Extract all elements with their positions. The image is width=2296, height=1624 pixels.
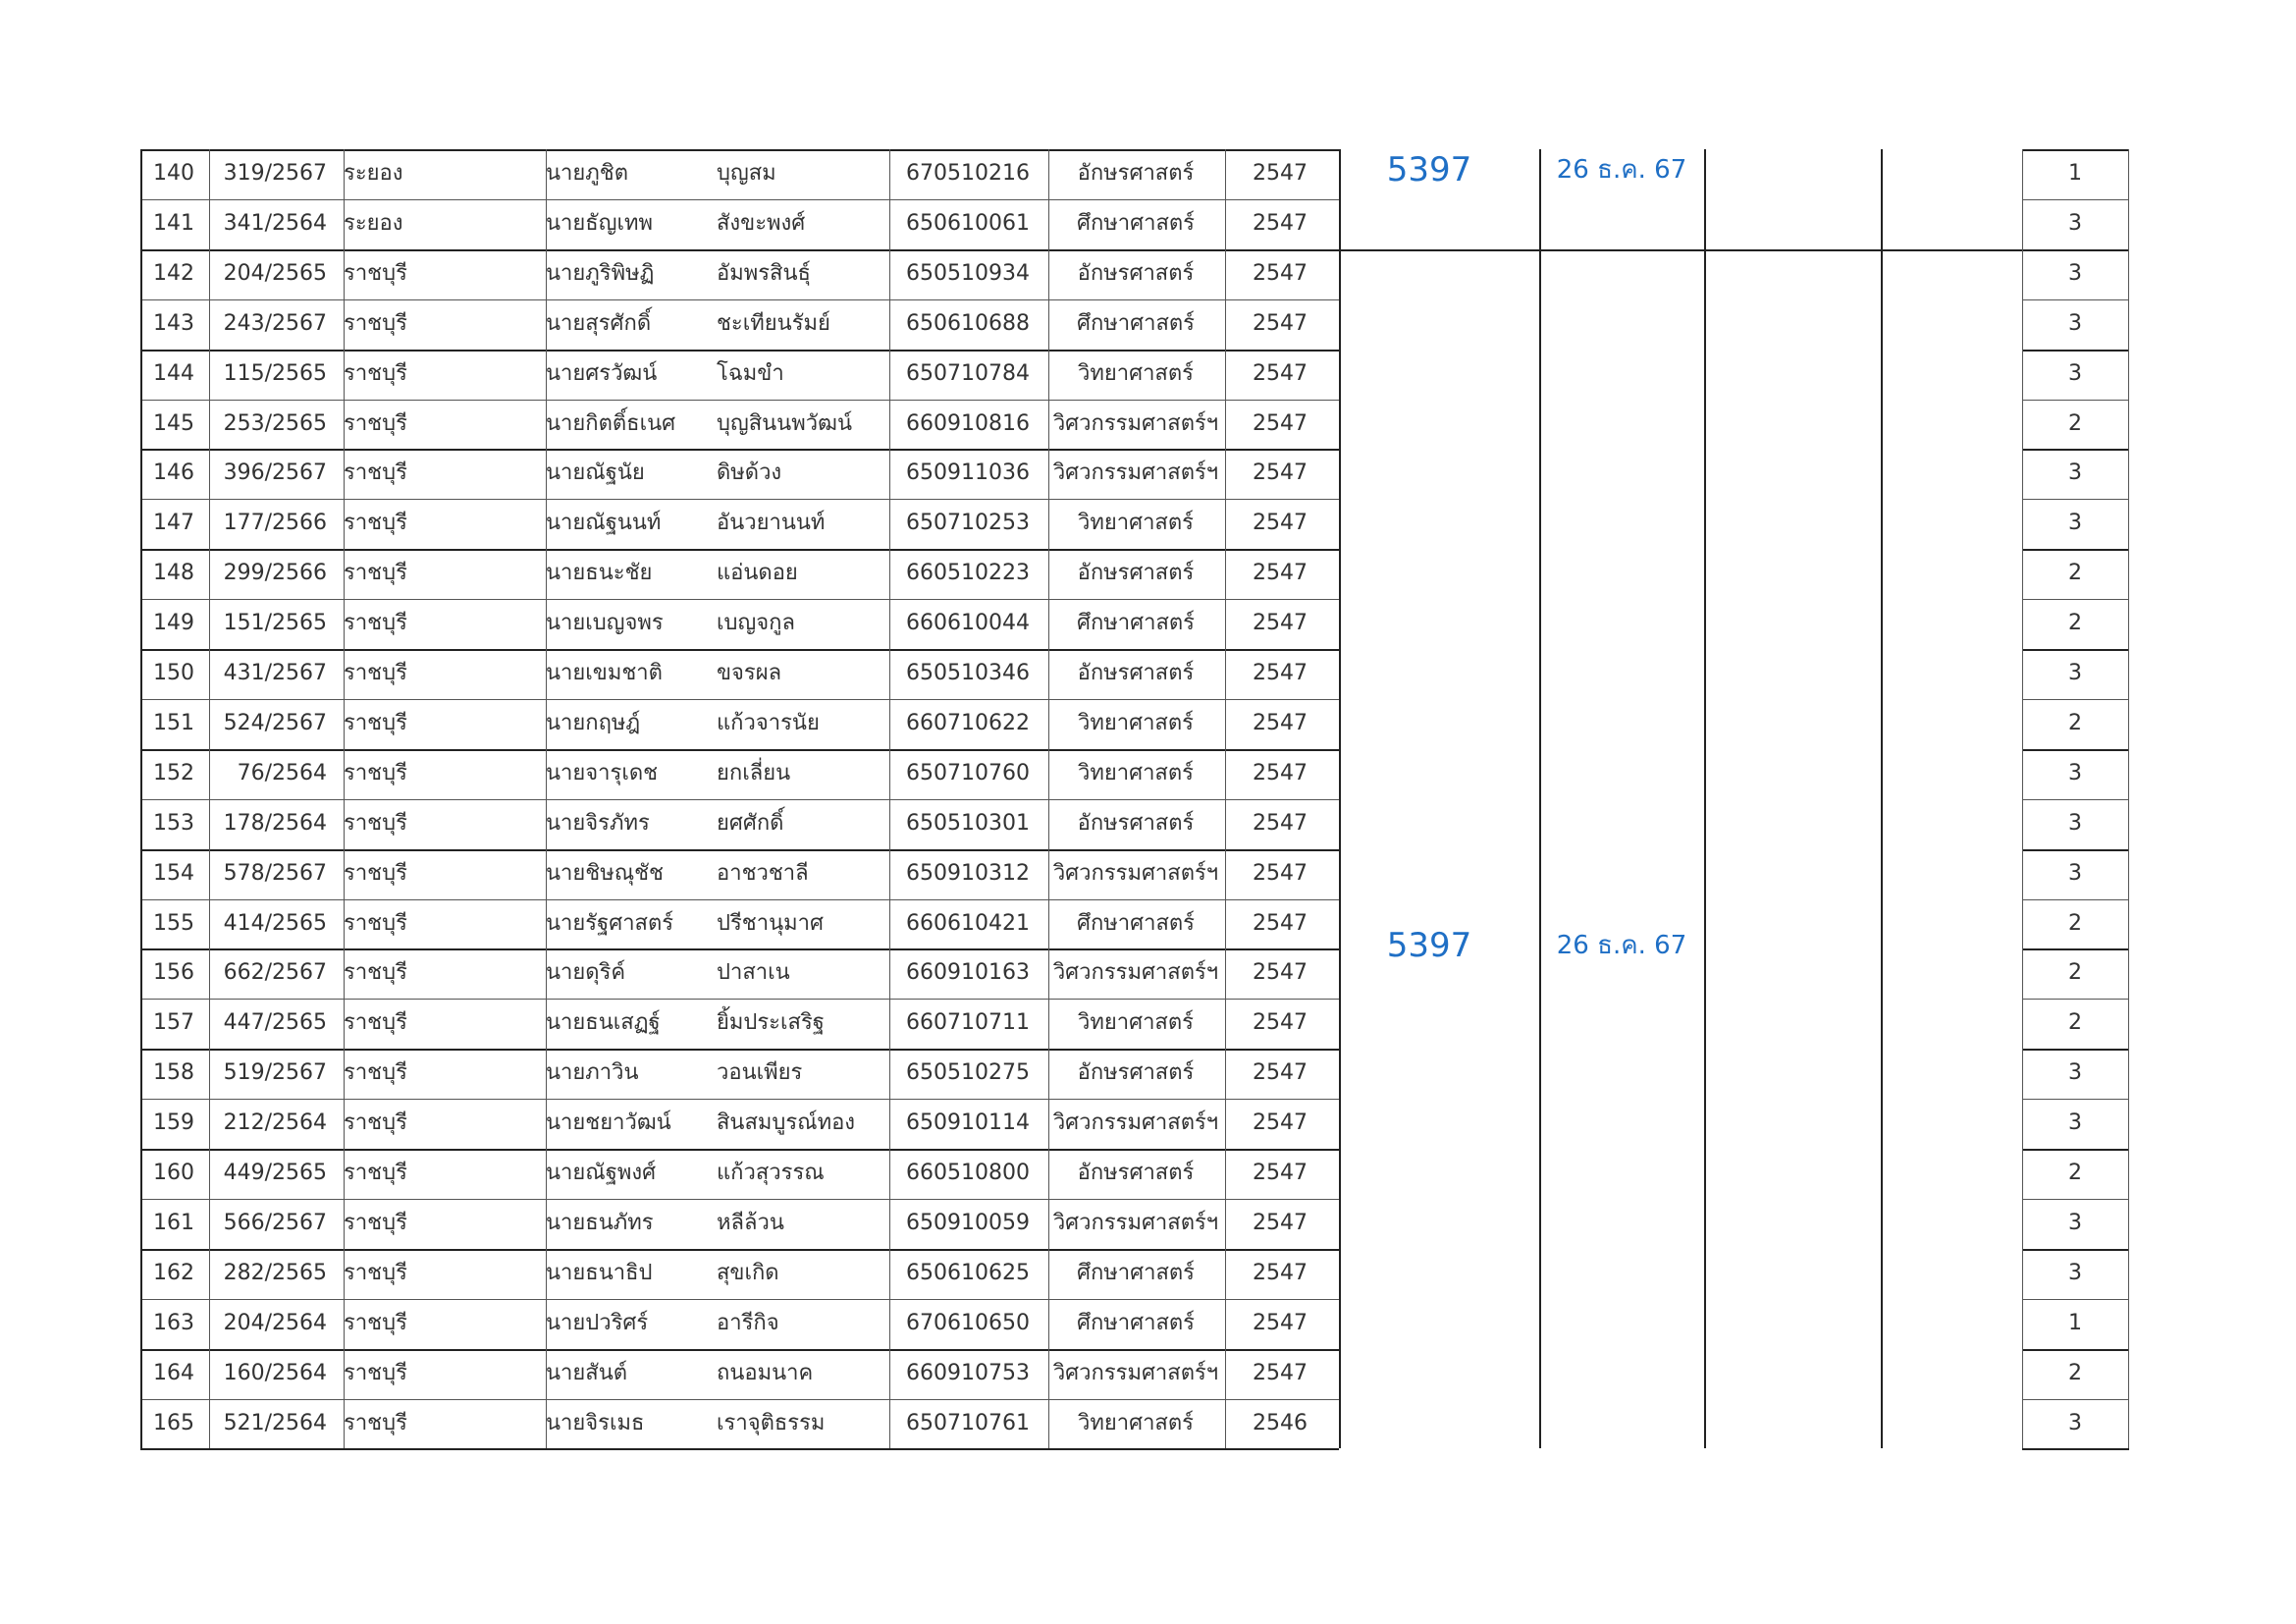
cell-last: ขจรผล xyxy=(717,661,782,685)
cell-id: 660910816 xyxy=(906,410,1030,436)
cell-id: 660910163 xyxy=(906,960,1030,986)
cell-id: 650610625 xyxy=(906,1260,1030,1285)
cell-no: 146 xyxy=(153,460,194,486)
cell-first: นายธนาธิป xyxy=(546,1260,653,1285)
cell-faculty: วิทยาศาสตร์ xyxy=(1078,710,1194,735)
cell-year: 2547 xyxy=(1253,1110,1308,1136)
cell-no: 156 xyxy=(153,960,194,986)
group-1-code: 5397 xyxy=(1386,150,1472,189)
cell-ref: 151/2565 xyxy=(223,611,327,636)
cell-ref: 431/2567 xyxy=(223,661,327,685)
cell-year: 2547 xyxy=(1253,260,1308,286)
cell-faculty: วิทยาศาสตร์ xyxy=(1078,760,1194,785)
cell-last: ถนอมนาค xyxy=(717,1360,814,1385)
cell-ref: 253/2565 xyxy=(223,410,327,436)
cell-no: 151 xyxy=(153,710,194,735)
cell-id: 650610061 xyxy=(906,210,1030,236)
cell-faculty: อักษรศาสตร์ xyxy=(1077,810,1195,836)
cell-first: นายสันต์ xyxy=(546,1360,628,1385)
cell-count: 3 xyxy=(2068,260,2082,286)
cell-first: นายจิรภัทร xyxy=(546,810,650,836)
cell-province: ราชบุรี xyxy=(344,1260,407,1285)
cell-province: ราชบุรี xyxy=(344,1060,407,1086)
cell-faculty: ศึกษาศาสตร์ xyxy=(1077,910,1195,936)
cell-year: 2547 xyxy=(1253,860,1308,886)
cell-id: 660710622 xyxy=(906,710,1030,735)
cell-ref: 204/2564 xyxy=(223,1310,327,1335)
cell-no: 157 xyxy=(153,1010,194,1036)
cell-last: อารีกิจ xyxy=(717,1310,779,1335)
cell-first: นายเบญจพร xyxy=(546,611,664,636)
cell-last: แอ่นดอย xyxy=(717,561,798,586)
cell-no: 164 xyxy=(153,1360,194,1385)
cell-province: ราชบุรี xyxy=(344,460,407,486)
cell-count: 2 xyxy=(2068,960,2082,986)
cell-count: 3 xyxy=(2068,1110,2082,1136)
cell-no: 160 xyxy=(153,1161,194,1185)
cell-province: ราชบุรี xyxy=(344,1110,407,1136)
cell-last: ชะเทียนรัมย์ xyxy=(717,310,830,336)
cell-year: 2547 xyxy=(1253,1060,1308,1086)
group-2-code: 5397 xyxy=(1386,926,1472,965)
cell-id: 650610688 xyxy=(906,310,1030,336)
cell-last: เบญจกูล xyxy=(717,611,795,636)
cell-province: ราชบุรี xyxy=(344,810,407,836)
count-rule xyxy=(2022,1448,2129,1450)
cell-no: 153 xyxy=(153,810,194,836)
cell-count: 2 xyxy=(2068,611,2082,636)
cell-faculty: ศึกษาศาสตร์ xyxy=(1077,1310,1195,1335)
cell-id: 650710253 xyxy=(906,511,1030,536)
cell-year: 2547 xyxy=(1253,810,1308,836)
cell-no: 140 xyxy=(153,161,194,186)
cell-no: 163 xyxy=(153,1310,194,1335)
cell-count: 2 xyxy=(2068,910,2082,936)
cell-ref: 521/2564 xyxy=(223,1410,327,1435)
cell-faculty: ศึกษาศาสตร์ xyxy=(1077,1260,1195,1285)
cell-id: 650910114 xyxy=(906,1110,1030,1136)
cell-ref: 662/2567 xyxy=(223,960,327,986)
cell-id: 670510216 xyxy=(906,161,1030,186)
cell-count: 2 xyxy=(2068,1161,2082,1185)
cell-no: 145 xyxy=(153,410,194,436)
cell-faculty: ศึกษาศาสตร์ xyxy=(1077,210,1195,236)
cell-last: ปาสาเน xyxy=(717,960,790,986)
cell-province: ราชบุรี xyxy=(344,561,407,586)
cell-faculty: อักษรศาสตร์ xyxy=(1077,161,1195,186)
cell-first: นายจารุเดช xyxy=(546,760,659,785)
cell-first: นายณัฐพงศ์ xyxy=(546,1161,657,1185)
table-column-rule xyxy=(1339,149,1341,1448)
cell-no: 143 xyxy=(153,310,194,336)
cell-year: 2547 xyxy=(1253,161,1308,186)
cell-province: ราชบุรี xyxy=(344,410,407,436)
cell-faculty: อักษรศาสตร์ xyxy=(1077,260,1195,286)
cell-province: ราชบุรี xyxy=(344,611,407,636)
cell-count: 2 xyxy=(2068,1010,2082,1036)
cell-faculty: วิศวกรรมศาสตร์ฯ xyxy=(1052,410,1219,436)
cell-last: สินสมบูรณ์ทอง xyxy=(717,1110,856,1136)
cell-faculty: วิศวกรรมศาสตร์ฯ xyxy=(1052,1110,1219,1136)
cell-province: ราชบุรี xyxy=(344,360,407,386)
cell-no: 165 xyxy=(153,1410,194,1435)
cell-no: 149 xyxy=(153,611,194,636)
cell-year: 2547 xyxy=(1253,760,1308,785)
cell-first: นายจิรเมธ xyxy=(546,1410,645,1435)
cell-count: 3 xyxy=(2068,1410,2082,1435)
cell-ref: 76/2564 xyxy=(237,760,327,785)
cell-year: 2547 xyxy=(1253,1360,1308,1385)
cell-ref: 282/2565 xyxy=(223,1260,327,1285)
cell-last: เราจุติธรรม xyxy=(717,1410,826,1435)
cell-no: 154 xyxy=(153,860,194,886)
cell-province: ราชบุรี xyxy=(344,710,407,735)
cell-count: 3 xyxy=(2068,810,2082,836)
cell-id: 650510346 xyxy=(906,661,1030,685)
cell-id: 660610421 xyxy=(906,910,1030,936)
cell-first: นายกิตติ์ธเนศ xyxy=(546,410,676,436)
cell-faculty: วิทยาศาสตร์ xyxy=(1078,360,1194,386)
cell-ref: 204/2565 xyxy=(223,260,327,286)
cell-ref: 578/2567 xyxy=(223,860,327,886)
cell-year: 2547 xyxy=(1253,960,1308,986)
cell-ref: 396/2567 xyxy=(223,460,327,486)
cell-year: 2547 xyxy=(1253,310,1308,336)
cell-faculty: อักษรศาสตร์ xyxy=(1077,1060,1195,1086)
cell-ref: 566/2567 xyxy=(223,1210,327,1235)
cell-faculty: อักษรศาสตร์ xyxy=(1077,1161,1195,1185)
cell-province: ราชบุรี xyxy=(344,1210,407,1235)
cell-year: 2547 xyxy=(1253,360,1308,386)
cell-ref: 341/2564 xyxy=(223,210,327,236)
cell-faculty: อักษรศาสตร์ xyxy=(1077,561,1195,586)
cell-last: แก้วสุวรรณ xyxy=(717,1161,825,1185)
cell-count: 2 xyxy=(2068,710,2082,735)
cell-no: 141 xyxy=(153,210,194,236)
cell-id: 660710711 xyxy=(906,1010,1030,1036)
cell-year: 2547 xyxy=(1253,661,1308,685)
cell-count: 1 xyxy=(2068,161,2082,186)
cell-last: บุญสินนพวัฒน์ xyxy=(717,410,852,436)
cell-year: 2547 xyxy=(1253,611,1308,636)
cell-province: ราชบุรี xyxy=(344,661,407,685)
cell-year: 2547 xyxy=(1253,1310,1308,1335)
cell-province: ราชบุรี xyxy=(344,910,407,936)
cell-count: 3 xyxy=(2068,460,2082,486)
cell-first: นายปวริศร์ xyxy=(546,1310,649,1335)
cell-first: นายสุรศักดิ์ xyxy=(546,310,652,336)
cell-faculty: วิศวกรรมศาสตร์ฯ xyxy=(1052,1360,1219,1385)
cell-no: 144 xyxy=(153,360,194,386)
cell-year: 2547 xyxy=(1253,210,1308,236)
cell-faculty: ศึกษาศาสตร์ xyxy=(1077,611,1195,636)
cell-province: ราชบุรี xyxy=(344,1010,407,1036)
annotation-column-rule xyxy=(1704,149,1706,1448)
cell-last: สุขเกิด xyxy=(717,1260,779,1285)
cell-province: ราชบุรี xyxy=(344,260,407,286)
cell-province: ราชบุรี xyxy=(344,960,407,986)
cell-last: ยศศักดิ์ xyxy=(717,810,784,836)
cell-last: หลีล้วน xyxy=(717,1210,784,1235)
cell-no: 155 xyxy=(153,910,194,936)
cell-year: 2547 xyxy=(1253,1260,1308,1285)
cell-ref: 115/2565 xyxy=(223,360,327,386)
cell-first: นายภาวิน xyxy=(546,1060,639,1086)
cell-count: 3 xyxy=(2068,310,2082,336)
cell-last: บุญสม xyxy=(717,161,776,186)
table-rule xyxy=(140,1448,1339,1450)
cell-year: 2546 xyxy=(1253,1410,1308,1435)
cell-id: 650510934 xyxy=(906,260,1030,286)
cell-first: นายชิษณุชัช xyxy=(546,860,664,886)
cell-id: 650710760 xyxy=(906,760,1030,785)
cell-ref: 449/2565 xyxy=(223,1161,327,1185)
cell-count: 1 xyxy=(2068,1310,2082,1335)
cell-first: นายณัฐนนท์ xyxy=(546,511,662,536)
cell-first: นายชยาวัฒน์ xyxy=(546,1110,671,1136)
cell-ref: 524/2567 xyxy=(223,710,327,735)
cell-faculty: วิศวกรรมศาสตร์ฯ xyxy=(1052,460,1219,486)
cell-no: 161 xyxy=(153,1210,194,1235)
cell-faculty: วิทยาศาสตร์ xyxy=(1078,511,1194,536)
cell-ref: 299/2566 xyxy=(223,561,327,586)
cell-year: 2547 xyxy=(1253,1161,1308,1185)
cell-count: 3 xyxy=(2068,360,2082,386)
cell-no: 159 xyxy=(153,1110,194,1136)
cell-year: 2547 xyxy=(1253,910,1308,936)
cell-province: ระยอง xyxy=(344,161,403,186)
cell-id: 650510301 xyxy=(906,810,1030,836)
cell-first: นายดุริค์ xyxy=(546,960,626,986)
cell-last: อันวยานนท์ xyxy=(717,511,826,536)
cell-ref: 243/2567 xyxy=(223,310,327,336)
cell-ref: 519/2567 xyxy=(223,1060,327,1086)
cell-first: นายรัฐศาสตร์ xyxy=(546,910,674,936)
cell-province: ราชบุรี xyxy=(344,860,407,886)
cell-no: 152 xyxy=(153,760,194,785)
group-separator xyxy=(1339,249,2022,251)
cell-count: 2 xyxy=(2068,1360,2082,1385)
cell-first: นายธนภัทร xyxy=(546,1210,654,1235)
cell-last: อัมพรสินธุ์ xyxy=(717,260,811,286)
cell-count: 2 xyxy=(2068,410,2082,436)
cell-count: 3 xyxy=(2068,661,2082,685)
cell-id: 670610650 xyxy=(906,1310,1030,1335)
cell-faculty: วิศวกรรมศาสตร์ฯ xyxy=(1052,960,1219,986)
cell-faculty: วิทยาศาสตร์ xyxy=(1078,1010,1194,1036)
cell-year: 2547 xyxy=(1253,1210,1308,1235)
cell-count: 3 xyxy=(2068,1210,2082,1235)
cell-no: 150 xyxy=(153,661,194,685)
cell-last: สังขะพงศ์ xyxy=(717,210,806,236)
cell-year: 2547 xyxy=(1253,710,1308,735)
cell-province: ราชบุรี xyxy=(344,1161,407,1185)
cell-count: 3 xyxy=(2068,1060,2082,1086)
cell-first: นายกฤษฎ์ xyxy=(546,710,641,735)
group-1-date: 26 ธ.ค. 67 xyxy=(1556,155,1687,185)
cell-last: ยิ้มประเสริฐ xyxy=(717,1010,825,1036)
cell-count: 3 xyxy=(2068,210,2082,236)
cell-year: 2547 xyxy=(1253,511,1308,536)
cell-id: 650710761 xyxy=(906,1410,1030,1435)
count-column-rule xyxy=(2128,149,2129,1448)
cell-ref: 414/2565 xyxy=(223,910,327,936)
cell-no: 158 xyxy=(153,1060,194,1086)
cell-year: 2547 xyxy=(1253,460,1308,486)
cell-province: ราชบุรี xyxy=(344,1310,407,1335)
cell-count: 2 xyxy=(2068,561,2082,586)
cell-last: อาชวชาลี xyxy=(717,860,809,886)
cell-faculty: ศึกษาศาสตร์ xyxy=(1077,310,1195,336)
cell-first: นายธนเสฏฐ์ xyxy=(546,1010,661,1036)
cell-faculty: อักษรศาสตร์ xyxy=(1077,661,1195,685)
cell-ref: 319/2567 xyxy=(223,161,327,186)
cell-id: 650911036 xyxy=(906,460,1030,486)
cell-faculty: วิศวกรรมศาสตร์ฯ xyxy=(1052,1210,1219,1235)
cell-ref: 160/2564 xyxy=(223,1360,327,1385)
cell-year: 2547 xyxy=(1253,561,1308,586)
cell-first: นายศรวัฒน์ xyxy=(546,360,658,386)
cell-ref: 178/2564 xyxy=(223,810,327,836)
cell-id: 660510223 xyxy=(906,561,1030,586)
cell-no: 162 xyxy=(153,1260,194,1285)
cell-no: 148 xyxy=(153,561,194,586)
cell-first: นายภูริพิษฏิ xyxy=(546,260,655,286)
cell-ref: 212/2564 xyxy=(223,1110,327,1136)
cell-id: 660610044 xyxy=(906,611,1030,636)
cell-id: 650710784 xyxy=(906,360,1030,386)
cell-faculty: วิศวกรรมศาสตร์ฯ xyxy=(1052,860,1219,886)
cell-last: ยกเลี่ยน xyxy=(717,760,791,785)
cell-province: ราชบุรี xyxy=(344,1410,407,1435)
cell-first: นายภูชิต xyxy=(546,161,629,186)
cell-first: นายณัฐนัย xyxy=(546,460,645,486)
annotation-column-rule xyxy=(1539,149,1541,1448)
cell-province: ระยอง xyxy=(344,210,403,236)
cell-no: 142 xyxy=(153,260,194,286)
cell-count: 3 xyxy=(2068,860,2082,886)
cell-province: ราชบุรี xyxy=(344,511,407,536)
cell-id: 650510275 xyxy=(906,1060,1030,1086)
cell-ref: 177/2566 xyxy=(223,511,327,536)
cell-count: 3 xyxy=(2068,511,2082,536)
cell-id: 650910059 xyxy=(906,1210,1030,1235)
cell-faculty: วิทยาศาสตร์ xyxy=(1078,1410,1194,1435)
cell-last: ปรีชานุมาศ xyxy=(717,910,824,936)
cell-province: ราชบุรี xyxy=(344,760,407,785)
cell-year: 2547 xyxy=(1253,1010,1308,1036)
cell-first: นายธนะชัย xyxy=(546,561,653,586)
cell-last: ดิษด้วง xyxy=(717,460,782,486)
cell-count: 3 xyxy=(2068,1260,2082,1285)
cell-last: วอนเพียร xyxy=(717,1060,803,1086)
cell-count: 3 xyxy=(2068,760,2082,785)
annotation-column-rule xyxy=(1881,149,1883,1448)
group-2-date: 26 ธ.ค. 67 xyxy=(1556,931,1687,960)
cell-ref: 447/2565 xyxy=(223,1010,327,1036)
cell-province: ราชบุรี xyxy=(344,1360,407,1385)
cell-province: ราชบุรี xyxy=(344,310,407,336)
cell-last: โฉมขำ xyxy=(717,360,784,386)
cell-id: 660510800 xyxy=(906,1161,1030,1185)
cell-id: 660910753 xyxy=(906,1360,1030,1385)
cell-no: 147 xyxy=(153,511,194,536)
cell-year: 2547 xyxy=(1253,410,1308,436)
cell-first: นายเขมชาติ xyxy=(546,661,663,685)
cell-id: 650910312 xyxy=(906,860,1030,886)
cell-first: นายธัญเทพ xyxy=(546,210,653,236)
cell-last: แก้วจารนัย xyxy=(717,710,820,735)
